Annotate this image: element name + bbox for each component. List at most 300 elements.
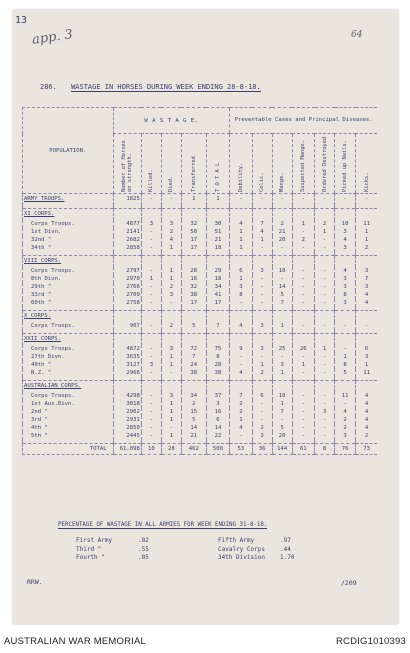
table-cell: 1 (252, 236, 272, 244)
handwritten-folio: 64 (351, 30, 363, 40)
table-cell: 16 (181, 275, 206, 283)
table-cell: - (252, 291, 272, 299)
table-cell: - (141, 228, 161, 236)
table-cell: - (292, 194, 314, 205)
table-cell: - (141, 424, 161, 432)
table-cell: - (230, 353, 252, 361)
percentage-item (218, 546, 294, 555)
percentage-item (218, 537, 294, 546)
table-cell: 3 (252, 432, 272, 440)
table-cell: 1 (161, 275, 181, 283)
table-cell: 4 (335, 267, 356, 275)
footer-bar (0, 630, 410, 653)
table-cell: 3 (272, 361, 292, 369)
table-cell: 2 (161, 283, 181, 291)
table-cell: - (335, 322, 356, 330)
table-cell (206, 209, 230, 220)
table-cell: 2970 (113, 275, 141, 283)
table-cell: - (292, 353, 314, 361)
row-label: Corps Troops. (23, 267, 114, 275)
table-cell: 2931 (113, 416, 141, 424)
table-row (23, 236, 378, 244)
table-cell: 1 (181, 194, 206, 205)
table-cell (181, 256, 206, 267)
percentage-left-list (76, 537, 149, 563)
table-cell: - (141, 369, 161, 377)
percentage-army-name: Cavalry Corps (218, 545, 265, 553)
group-row (23, 209, 378, 220)
table-cell: 38 (181, 369, 206, 377)
preventable-group-header: Preventable Cases and Principal Diseases. (230, 108, 377, 134)
table-cell: - (252, 283, 272, 291)
table-cell: 38 (206, 369, 230, 377)
table-cell: 11 (356, 369, 377, 377)
initials: RRW. (27, 578, 43, 586)
percentage-value: .85 (138, 554, 149, 561)
table-cell (356, 334, 377, 345)
table-cell: 1 (356, 236, 377, 244)
table-cell: 72 (181, 345, 206, 353)
table-cell: 5 (335, 369, 356, 377)
table-cell (113, 209, 141, 220)
column-header: Mange. (272, 134, 292, 194)
table-cell: 1 (161, 408, 181, 416)
table-cell: - (272, 244, 292, 252)
table-cell: 18 (206, 244, 230, 252)
row-label: 33rd " (23, 291, 114, 299)
table-cell: - (315, 424, 335, 432)
table-cell: - (252, 353, 272, 361)
table-cell: 17 (181, 299, 206, 307)
table-cell: 3 (161, 392, 181, 400)
table-cell (181, 209, 206, 220)
table-cell: - (292, 416, 314, 424)
table-cell (272, 381, 292, 392)
table-cell: 7 (230, 392, 252, 400)
table-cell: 24 (181, 361, 206, 369)
table-cell: - (141, 244, 161, 252)
table-cell: 8 (335, 361, 356, 369)
table-cell: 4877 (113, 220, 141, 228)
column-header: T O T A L (206, 134, 230, 194)
table-cell: - (252, 416, 272, 424)
table-cell (230, 209, 252, 220)
table-cell (113, 311, 141, 322)
table-cell: - (335, 345, 356, 353)
table-cell: 1825 (113, 194, 141, 205)
row-label: 29th " (23, 283, 114, 291)
table-cell: 7 (272, 299, 292, 307)
table-cell: 1 (161, 416, 181, 424)
table-cell: - (335, 194, 356, 205)
table-cell: 1 (230, 244, 252, 252)
total-label: TOTAL (23, 444, 114, 455)
total-row (23, 444, 378, 455)
group-row (23, 194, 378, 205)
table-row (23, 400, 378, 408)
table-cell (315, 311, 335, 322)
table-cell: 3 (356, 283, 377, 291)
table-cell (252, 381, 272, 392)
table-cell: - (272, 416, 292, 424)
table-cell: - (292, 244, 314, 252)
table-cell (230, 311, 252, 322)
column-header: Colic. (252, 134, 272, 194)
table-cell: 10 (272, 267, 292, 275)
table-cell: 1 (161, 353, 181, 361)
wastage-group-header: W A S T A G E. (113, 108, 230, 134)
table-cell: 3 (161, 345, 181, 353)
table-cell: 2141 (113, 228, 141, 236)
table-cell (230, 256, 252, 267)
table-cell (113, 256, 141, 267)
group-name: XI CORPS. (23, 209, 114, 220)
table-cell (161, 256, 181, 267)
table-cell: 2858 (113, 244, 141, 252)
table-cell (292, 209, 314, 220)
table-row (23, 228, 378, 236)
table-cell: - (252, 408, 272, 416)
table-cell: 6 (252, 392, 272, 400)
table-cell (206, 334, 230, 345)
table-cell: 3 (335, 299, 356, 307)
row-label: 27th Divn. (23, 353, 114, 361)
table-cell (181, 381, 206, 392)
table-cell (356, 381, 377, 392)
row-label: Corps Troops. (23, 220, 114, 228)
table-row (23, 267, 378, 275)
table-cell: - (141, 283, 161, 291)
table-cell (335, 381, 356, 392)
row-label: 49th " (23, 361, 114, 369)
table-cell: - (141, 322, 161, 330)
table-cell: 2902 (113, 408, 141, 416)
table-cell: 10 (272, 392, 292, 400)
table-cell: - (292, 322, 314, 330)
column-header: Number of Horses on strength. (113, 134, 141, 194)
table-cell: - (141, 194, 161, 205)
table-cell: - (161, 194, 181, 205)
column-header: Picked up Nails. (335, 134, 356, 194)
table-cell: 2 (252, 424, 272, 432)
table-cell: 3 (335, 283, 356, 291)
table-cell: - (272, 194, 292, 205)
table-cell: - (252, 400, 272, 408)
table-row (23, 275, 378, 283)
table-cell: - (315, 322, 335, 330)
table-row (23, 432, 378, 440)
table-cell: 38 (181, 291, 206, 299)
table-cell: 11 (335, 392, 356, 400)
table-cell: 36 (252, 444, 272, 455)
row-label: Corps Troops. (23, 322, 114, 330)
table-cell: 4 (356, 392, 377, 400)
table-cell: - (315, 267, 335, 275)
group-row (23, 334, 378, 345)
table-cell: 3127 (113, 361, 141, 369)
row-label: N.Z. " (23, 369, 114, 377)
table-cell (315, 256, 335, 267)
table-cell: 1 (315, 345, 335, 353)
column-header: Kicks. (356, 134, 377, 194)
table-cell: 4 (335, 408, 356, 416)
table-cell: - (315, 291, 335, 299)
table-cell: 2 (272, 220, 292, 228)
table-row (23, 416, 378, 424)
percentage-right-list (218, 537, 294, 563)
table-row (23, 283, 378, 291)
table-cell: 14 (181, 424, 206, 432)
table-cell: 34 (206, 283, 230, 291)
table-cell: 2 (292, 236, 314, 244)
table-cell: 1 (292, 361, 314, 369)
table-cell: 2 (230, 408, 252, 416)
column-header: Transferred (181, 134, 206, 194)
group-name: X CORPS. (23, 311, 114, 322)
table-cell: 8 (335, 291, 356, 299)
row-label: 60th " (23, 299, 114, 307)
table-cell: 6 (356, 345, 377, 353)
table-row (23, 244, 378, 252)
table-cell: 21 (272, 228, 292, 236)
table-cell: 2 (161, 228, 181, 236)
table-cell (272, 209, 292, 220)
table-cell: 3 (161, 220, 181, 228)
row-label: 4th " (23, 424, 114, 432)
table-cell: 4 (356, 400, 377, 408)
table-cell: 907 (113, 322, 141, 330)
table-cell: - (292, 275, 314, 283)
table-cell: - (141, 353, 161, 361)
table-cell: 4 (230, 322, 252, 330)
table-cell: - (335, 400, 356, 408)
table-cell (230, 381, 252, 392)
table-cell: 4 (356, 408, 377, 416)
table-cell: 7 (206, 322, 230, 330)
table-cell: - (315, 299, 335, 307)
table-cell: 2966 (113, 369, 141, 377)
column-header: Debility. (230, 134, 252, 194)
table-cell: 22 (206, 432, 230, 440)
table-cell: - (315, 416, 335, 424)
row-label: 3rd " (23, 416, 114, 424)
table-cell (356, 256, 377, 267)
table-cell: - (292, 369, 314, 377)
row-label: 1st Divn. (23, 228, 114, 236)
table-cell: 4 (161, 236, 181, 244)
table-cell: 3 (252, 322, 272, 330)
table-cell: - (252, 244, 272, 252)
table-cell: 41 (206, 291, 230, 299)
table-cell: - (315, 353, 335, 361)
table-cell: 20 (272, 432, 292, 440)
table-cell: 2766 (113, 283, 141, 291)
table-cell: 5 (272, 424, 292, 432)
table-cell (335, 311, 356, 322)
table-cell: 8 (230, 291, 252, 299)
table-cell: 32 (181, 283, 206, 291)
table-cell: - (230, 361, 252, 369)
percentage-item (76, 554, 149, 563)
table-cell: 4 (356, 424, 377, 432)
percentage-value: .44 (280, 545, 291, 553)
table-cell: 1 (206, 194, 230, 205)
handwritten-annotation: app. 3 (31, 27, 74, 48)
table-cell: 53 (230, 444, 252, 455)
row-label: Corps Troops. (23, 345, 114, 353)
table-cell: - (315, 194, 335, 205)
table-cell: 1 (335, 353, 356, 361)
table-cell (315, 209, 335, 220)
table-cell (161, 381, 181, 392)
row-label: Corps Troops. (23, 392, 114, 400)
table-cell: 3018 (113, 400, 141, 408)
table-cell: 7 (181, 353, 206, 361)
percentage-value: .82 (138, 537, 149, 544)
table-cell: 1 (161, 400, 181, 408)
heading (40, 83, 261, 91)
table-cell (252, 209, 272, 220)
table-cell (272, 311, 292, 322)
table-cell (292, 381, 314, 392)
table-cell: 3 (141, 220, 161, 228)
table-row (23, 345, 378, 353)
table-cell: 1 (356, 361, 377, 369)
table-cell (315, 381, 335, 392)
group-name: ARMY TROOPS. (23, 194, 114, 205)
percentage-army-name: Third " (76, 545, 102, 553)
table-cell: 30 (206, 220, 230, 228)
table-cell: 4 (356, 291, 377, 299)
table-cell: - (252, 194, 272, 205)
table-cell: 3 (356, 267, 377, 275)
table-cell: - (272, 353, 292, 361)
table-row (23, 369, 378, 377)
table-cell (161, 209, 181, 220)
table-cell: 4 (356, 299, 377, 307)
table-cell: - (292, 228, 314, 236)
row-label: 8th Divn. (23, 275, 114, 283)
table-cell: 10 (141, 444, 161, 455)
table-cell (206, 256, 230, 267)
row-label: 1st Aus.Divn. (23, 400, 114, 408)
table-cell: 7 (272, 408, 292, 416)
table-cell: - (272, 275, 292, 283)
wastage-table (22, 107, 377, 455)
column-header: Ordered Destroyed (315, 134, 335, 194)
table-cell (252, 256, 272, 267)
table-cell (356, 209, 377, 220)
table-cell: 1 (161, 244, 181, 252)
table-row (23, 299, 378, 307)
table-cell: - (230, 194, 252, 205)
table-cell: 50 (181, 228, 206, 236)
table-cell: 1 (272, 400, 292, 408)
table-cell: - (141, 267, 161, 275)
table-row (23, 361, 378, 369)
table-cell: - (292, 299, 314, 307)
percentage-army-name: 34th Division (218, 554, 265, 561)
table-cell (113, 381, 141, 392)
table-cell: 1 (161, 361, 181, 369)
table-cell: - (252, 299, 272, 307)
table-cell: 8 (315, 444, 335, 455)
table-cell: - (292, 267, 314, 275)
table-row (23, 408, 378, 416)
table-cell (292, 334, 314, 345)
table-cell: 28 (161, 444, 181, 455)
page-number: 13 (15, 15, 28, 26)
table-cell (113, 334, 141, 345)
table-cell: 2 (252, 369, 272, 377)
table-cell: 2 (356, 432, 377, 440)
reference-number: /209 (341, 579, 357, 587)
table-row (23, 220, 378, 228)
table-cell: 14 (206, 424, 230, 432)
table-cell (292, 256, 314, 267)
table-row (23, 322, 378, 330)
percentage-army-name: First Army (76, 537, 113, 544)
table-cell: - (230, 432, 252, 440)
table-cell: 37 (206, 392, 230, 400)
table-cell: 500 (206, 444, 230, 455)
table-cell: 21 (206, 236, 230, 244)
table-cell: 51 (206, 228, 230, 236)
group-row (23, 311, 378, 322)
table-cell: - (315, 432, 335, 440)
percentage-value: 1.70 (280, 554, 295, 561)
table-cell: 2709 (113, 291, 141, 299)
table-cell (356, 311, 377, 322)
table-cell: - (161, 299, 181, 307)
table-cell: 1 (161, 267, 181, 275)
table-cell: 17 (181, 236, 206, 244)
table-cell: 14 (272, 283, 292, 291)
table-cell: 4 (335, 236, 356, 244)
table-cell: 2 (315, 220, 335, 228)
table-cell: 3 (230, 283, 252, 291)
table-cell: 3 (252, 267, 272, 275)
table-cell: 3635 (113, 353, 141, 361)
table-cell: 2 (161, 322, 181, 330)
table-cell: 2 (335, 424, 356, 432)
row-label: 2nd " (23, 408, 114, 416)
table-cell (181, 334, 206, 345)
table-cell: 4 (230, 220, 252, 228)
table-cell (335, 334, 356, 345)
table-cell: - (161, 424, 181, 432)
table-cell (272, 256, 292, 267)
table-cell: 1 (315, 228, 335, 236)
table-cell: 1 (230, 236, 252, 244)
row-label: 5th " (23, 432, 114, 440)
table-cell: - (315, 369, 335, 377)
table-cell: 25 (272, 345, 292, 353)
table-cell (272, 334, 292, 345)
table-cell: 2 (230, 400, 252, 408)
table-cell: - (141, 432, 161, 440)
row-label: 34th " (23, 244, 114, 252)
group-name: VIII CORPS. (23, 256, 114, 267)
table-cell: 15 (181, 408, 206, 416)
table-cell: - (356, 194, 377, 205)
column-header: Suspected Mange. (292, 134, 314, 194)
table-cell: 18 (206, 275, 230, 283)
table-cell (206, 311, 230, 322)
table-cell: - (292, 408, 314, 416)
population-header: POPULATION. (23, 108, 114, 194)
row-label: 32nd " (23, 236, 114, 244)
